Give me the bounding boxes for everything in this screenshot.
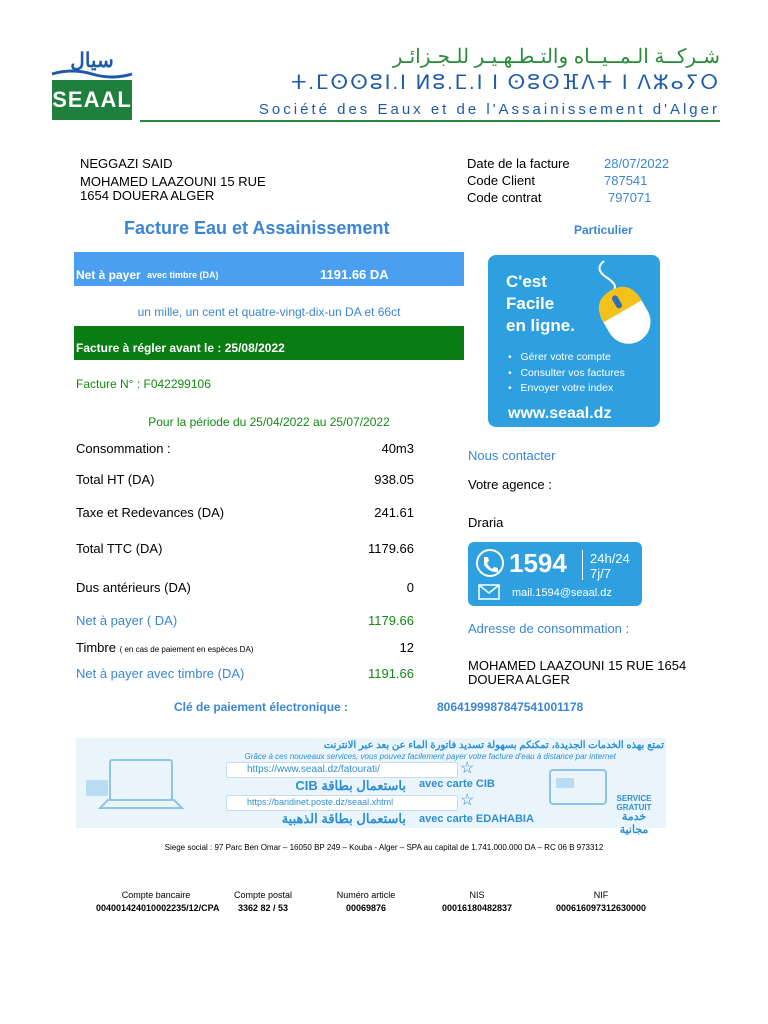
line-label-net-to-pay: Net à payer ( DA) — [76, 613, 178, 628]
net-to-pay-label: Net à payer — [76, 268, 141, 282]
footer-nis — [430, 890, 524, 913]
line-label-previous-dues: Dus antérieurs (DA) — [76, 580, 191, 595]
banner-url2-box[interactable] — [226, 795, 458, 811]
phone-hours-1: 24h/24 — [590, 551, 630, 566]
line-label-consumption: Consommation : — [76, 441, 171, 456]
line-label-taxes: Taxe et Redevances (DA) — [76, 505, 225, 520]
agency-label: Votre agence : — [468, 477, 552, 492]
banner-url2[interactable]: https://baridinet.poste.dz/seaal.xhtml — [247, 797, 394, 807]
phone-divider — [582, 550, 583, 580]
laptop-illustration-icon — [82, 752, 192, 822]
invoice-title: Facture Eau et Assainissement — [124, 218, 390, 238]
line-value-total-ttc: 1179.66 — [367, 541, 414, 556]
line-label-total-ttc: Total TTC (DA) — [76, 541, 163, 556]
phone-contact-box[interactable] — [468, 542, 642, 606]
email-icon — [478, 584, 500, 600]
footer-value: 00016180482837 — [441, 903, 513, 913]
client-code-label: Code Client — [467, 173, 535, 188]
logo-arabic: سيال — [70, 50, 114, 72]
banner-arabic-edahabia: باستعمال بطاقة الذهبية — [281, 811, 406, 826]
footer-value: 000616097312630000 — [555, 903, 647, 913]
banner-french-edahabia: avec carte EDAHABIA — [419, 813, 534, 825]
customer-type: Particulier — [574, 223, 633, 237]
logo-wave-icon — [52, 68, 132, 80]
footer-value: 00069876 — [345, 903, 387, 913]
footer-label: Compte postal — [233, 890, 293, 900]
promo-bullet: • Gérer votre compte — [508, 351, 611, 363]
banner-url1[interactable]: https://www.seaal.dz/fatourati/ — [247, 764, 380, 775]
footer-label: NIS — [469, 890, 485, 900]
footer-value: 004001424010002235/12/CPA — [96, 903, 220, 913]
net-to-pay-value: 1191.66 DA — [320, 267, 389, 282]
promo-url[interactable]: www.seaal.dz — [508, 405, 612, 422]
footer-label: Numéro article — [336, 890, 396, 900]
client-code-value: 787541 — [604, 173, 648, 188]
consumption-address-heading: Adresse de consommation : — [468, 621, 630, 636]
phone-email[interactable]: mail.1594@seaal.dz — [512, 587, 612, 599]
banner-arabic-cib: باستعمال بطاقة CIB — [295, 778, 406, 793]
customer-name: NEGGAZI SAID — [80, 156, 173, 171]
footer-label: NIF — [593, 890, 609, 900]
invoice-date-value: 28/07/2022 — [604, 156, 670, 171]
online-promo[interactable] — [488, 255, 660, 427]
footer-value: 3362 82 / 53 — [237, 903, 289, 913]
online-payment-banner — [76, 738, 666, 836]
banner-service-fr: SERVICE GRATUIT — [616, 794, 652, 812]
seaal-logo — [52, 44, 132, 120]
line-label-net-with-stamp: Net à payer avec timbre (DA) — [76, 666, 245, 681]
promo-bullet: • Consulter vos factures — [508, 366, 625, 379]
promo-bullets — [508, 350, 625, 397]
line-value-net-to-pay: 1179.66 — [367, 613, 414, 628]
footer-nif — [546, 890, 656, 913]
stamp-label-small: ( en cas de paiement en espèces DA) — [119, 645, 254, 654]
stamp-label: Timbre — [76, 640, 116, 655]
contract-code-label: Code contrat — [467, 190, 542, 205]
customer-address-line1: MOHAMED LAAZOUNI 15 RUE — [80, 174, 266, 189]
payment-key-value: 80641999878475410011​78 — [437, 700, 584, 714]
payment-key-label: Clé de paiement électronique : — [174, 700, 349, 714]
registered-office: Siege social : 97 Parc Ben Omar – 16050 BP 249 – Kouba - Alger – SPA au capital de 1.741.000.000 DA – RC 06 B 973312 — [164, 843, 604, 852]
company-name-tifinagh: ⵜ.ⵎⵙⵙⵓⵏ.ⵏ ⵍⵓ.ⵎ.ⵏ ⵏ ⵙⵓⵙⴼⴷⵜ ⵏ ⴷⵣⴰⵢⵔ — [291, 72, 720, 94]
banner-french-cib: avec carte CIB — [419, 778, 495, 790]
footer-label: Compte bancaire — [121, 890, 191, 900]
phone-number[interactable]: 1594 — [509, 548, 567, 578]
banner-service-ar: خدمة مجانية — [619, 811, 649, 836]
invoice-number: Facture N° : F042299106 — [76, 377, 211, 391]
consumption-address-line2: DOUERA ALGER — [468, 672, 570, 687]
amount-in-words: un mille, un cent et quatre-vingt-dix-un DA et 66ct — [137, 305, 401, 319]
line-value-previous-dues: 0 — [406, 580, 414, 595]
due-date-band — [74, 326, 464, 360]
company-name: Société des Eaux et de l'Assainissement d'Alger — [258, 101, 720, 118]
contact-heading: Nous contacter — [468, 448, 556, 463]
footer-bank-account — [96, 890, 220, 913]
customer-address-line2: 1654 DOUERA ALGER — [80, 188, 215, 203]
header-divider — [140, 120, 720, 122]
promo-bullet: • Envoyer votre index — [508, 382, 614, 394]
line-label-stamp — [76, 640, 253, 655]
line-value-consumption: 40m3 — [381, 441, 414, 456]
promo-line1: C'est — [506, 272, 547, 291]
consumption-address-line1: MOHAMED LAAZOUNI 15 RUE 1654 — [468, 658, 687, 673]
footer-article-number — [326, 890, 406, 913]
invoice-date-label: Date de la facture — [467, 156, 570, 171]
line-value-taxes: 241.61 — [374, 505, 414, 520]
phone-hours-2: 7j/7 — [590, 566, 611, 581]
banner-arabic-top: تمتع بهذه الخدمات الجديدة، تمكنكم بسهولة تسديد فاتورة الماء عن بعد عبر الانترنت — [323, 740, 664, 751]
agency-value: Draria — [468, 515, 504, 530]
star-icon: ☆ — [460, 760, 475, 777]
promo-line2: Facile — [506, 294, 555, 313]
line-label-total-ht: Total HT (DA) — [76, 472, 155, 487]
star-icon: ☆ — [460, 792, 475, 809]
line-value-net-with-stamp: 1191.66 — [367, 666, 414, 681]
net-to-pay-label-small: avec timbre (DA) — [147, 270, 219, 280]
mouse-icon — [584, 259, 660, 349]
phone-icon — [474, 548, 506, 578]
footer-postal-account — [222, 890, 304, 913]
due-date-text: Facture à régler avant le : 25/08/2022 — [76, 341, 285, 355]
banner-url1-box[interactable] — [226, 762, 458, 778]
banner-french-top: Grâce à ces nouveaux services, vous pouvez facilement payer votre facture d'eau à distance par internet — [244, 752, 616, 761]
logo-text: SEAAL — [52, 80, 132, 120]
billing-period: Pour la période du 25/04/2022 au 25/07/2022 — [148, 415, 390, 429]
contract-code-value: 797071 — [608, 190, 652, 205]
line-value-total-ht: 938.05 — [374, 472, 414, 487]
line-value-stamp: 12 — [399, 640, 414, 655]
logo-top — [52, 44, 132, 80]
company-name-arabic: شـركــة الـمــيــاه والتـطـهـيـر للـجـزائـر — [392, 46, 720, 68]
promo-line3: en ligne. — [506, 316, 575, 335]
net-to-pay-band — [74, 252, 464, 286]
